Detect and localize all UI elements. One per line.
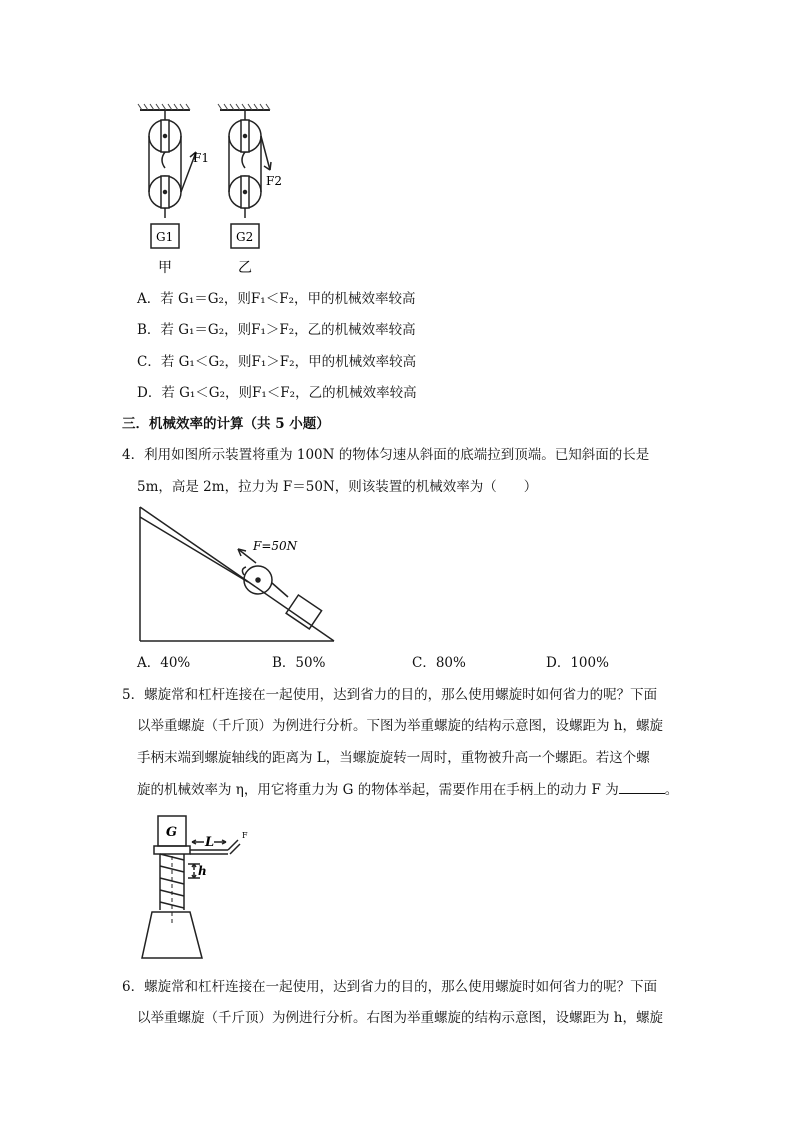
q4-option-b: B．50% [272, 655, 326, 671]
answer-blank[interactable] [619, 779, 665, 794]
force-label-f2: F2 [266, 174, 282, 188]
pulley-system-right [229, 110, 271, 218]
screw-jack-figure [138, 812, 258, 962]
incline-figure [138, 505, 338, 645]
caption-yi: 乙 [238, 260, 252, 276]
q3-option-b: B．若 G₁＝G₂，则F₁＞F₂，乙的机械效率较高 [137, 322, 416, 338]
q4-option-d: D．100% [546, 655, 609, 671]
q3-option-d: D．若 G₁＜G₂，则F₁＜F₂，乙的机械效率较高 [137, 385, 417, 401]
q5-line-4-end: 。 [664, 782, 679, 798]
force-label-f1: F1 [193, 151, 209, 165]
q5-line-4 [137, 779, 678, 800]
jack-label-g: G [166, 825, 178, 840]
jack-label-l: L [205, 835, 215, 850]
jack-label-f: F [242, 831, 248, 840]
q4-line-1: 4．利用如图所示装置将重为 100N 的物体匀速从斜面的底端拉到顶端。已知斜面的长是 [122, 447, 650, 463]
q3-option-c: C．若 G₁＜G₂，则F₁＞F₂，甲的机械效率较高 [137, 354, 417, 370]
pulley-system-left [149, 110, 196, 218]
q4-line-2: 5m，高是 2m，拉力为 F＝50N，则该装置的机械效率为（ ） [137, 479, 538, 495]
section-heading: 三．机械效率的计算（共 5 小题） [122, 416, 330, 432]
ceiling-right [218, 104, 270, 110]
q5-line-2: 以举重螺旋（千斤顶）为例进行分析。下图为举重螺旋的结构示意图，设螺距为 h，螺旋 [137, 718, 663, 734]
ceiling-left [138, 104, 190, 110]
q3-option-a: A．若 G₁＝G₂，则F₁＜F₂，甲的机械效率较高 [137, 291, 416, 307]
q6-line-2: 以举重螺旋（千斤顶）为例进行分析。右图为举重螺旋的结构示意图，设螺距为 h，螺旋 [137, 1010, 663, 1026]
pulley-figure [130, 100, 300, 280]
jack-label-h: h [198, 864, 207, 878]
load-label-g1: G1 [156, 230, 174, 244]
force-label-incline: F=50N [253, 539, 298, 553]
caption-jia: 甲 [158, 260, 172, 276]
load-label-g2: G2 [236, 230, 254, 244]
q5-line-4-text: 旋的机械效率为 η，用它将重力为 G 的物体举起，需要作用在手柄上的动力 F 为 [137, 782, 619, 798]
q5-line-3: 手柄末端到螺旋轴线的距离为 L，当螺旋旋转一周时，重物被升高一个螺距。若这个螺 [137, 750, 650, 766]
q4-option-c: C．80% [412, 655, 466, 671]
q6-line-1: 6．螺旋常和杠杆连接在一起使用，达到省力的目的，那么使用螺旋时如何省力的呢？下面 [122, 979, 658, 995]
q4-option-a: A．40% [137, 655, 191, 671]
q5-line-1: 5．螺旋常和杠杆连接在一起使用，达到省力的目的，那么使用螺旋时如何省力的呢？下面 [122, 687, 658, 703]
